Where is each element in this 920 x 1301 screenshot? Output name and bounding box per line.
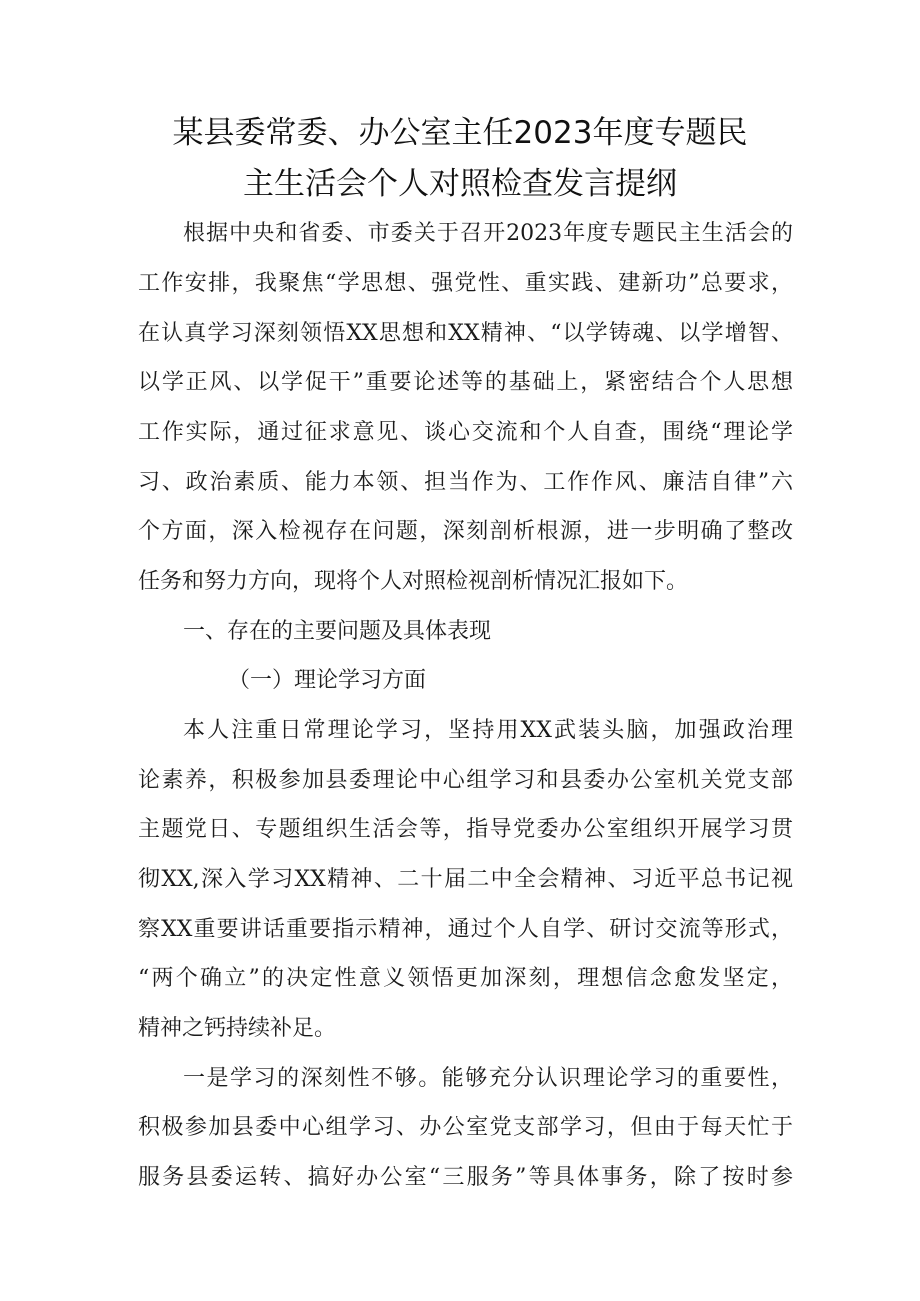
intro-paragraph-line: 工作实际，通过征求意见、谈心交流和个人自查，围绕“理论学	[138, 420, 793, 445]
theory-paragraph-line: 论素养，积极参加县委理论中心组学习和县委办公室机关党支部	[138, 768, 793, 793]
intro-paragraph-line: 习、政治素质、能力本领、担当作为、工作作风、廉洁自律”六	[138, 470, 793, 495]
intro-paragraph-line: 以学正风、以学促干”重要论述等的基础上，紧密结合个人思想	[138, 370, 793, 395]
document-title-line-1: 某县委常委、办公室主任2023年度专题民	[172, 115, 748, 151]
intro-paragraph-line: 工作安排，我聚焦“学思想、强党性、重实践、建新功”总要求，	[138, 271, 793, 296]
subsection-heading: （一）理论学习方面	[228, 668, 427, 693]
intro-paragraph-line: 个方面，深入检视存在问题，深刻剖析根源，进一步明确了整改	[138, 519, 793, 544]
theory-paragraph-line: 察XX重要讲话重要指示精神，通过个人自学、研讨交流等形式，	[138, 917, 793, 942]
theory-paragraph-line: 本人注重日常理论学习，坚持用XX武装头脑，加强政治理	[183, 718, 793, 743]
depth-paragraph-line: 一是学习的深刻性不够。能够充分认识理论学习的重要性，	[183, 1066, 793, 1091]
document-title-line-2: 主生活会个人对照检查发言提纲	[243, 166, 677, 202]
theory-paragraph-line: 彻XX,深入学习XX精神、二十届二中全会精神、习近平总书记视	[138, 867, 793, 892]
intro-paragraph-line: 在认真学习深刻领悟XX思想和XX精神、“以学铸魂、以学增智、	[138, 321, 793, 346]
theory-paragraph-line: 精神之钙持续补足。	[138, 1016, 337, 1041]
theory-paragraph-line: 主题党日、专题组织生活会等，指导党委办公室组织开展学习贯	[138, 817, 793, 842]
theory-paragraph-line: “两个确立”的决定性意义领悟更加深刻，理想信念愈发坚定，	[138, 966, 793, 991]
intro-paragraph-line: 根据中央和省委、市委关于召开2023年度专题民主生活会的	[183, 221, 793, 246]
depth-paragraph-line: 积极参加县委中心组学习、办公室党支部学习，但由于每天忙于	[138, 1115, 793, 1140]
intro-paragraph-line: 任务和努力方向，现将个人对照检视剖析情况汇报如下。	[138, 569, 689, 594]
depth-paragraph-line: 服务县委运转、搞好办公室“三服务”等具体事务，除了按时参	[138, 1165, 793, 1190]
section-heading: 一、存在的主要问题及具体表现	[183, 619, 492, 644]
